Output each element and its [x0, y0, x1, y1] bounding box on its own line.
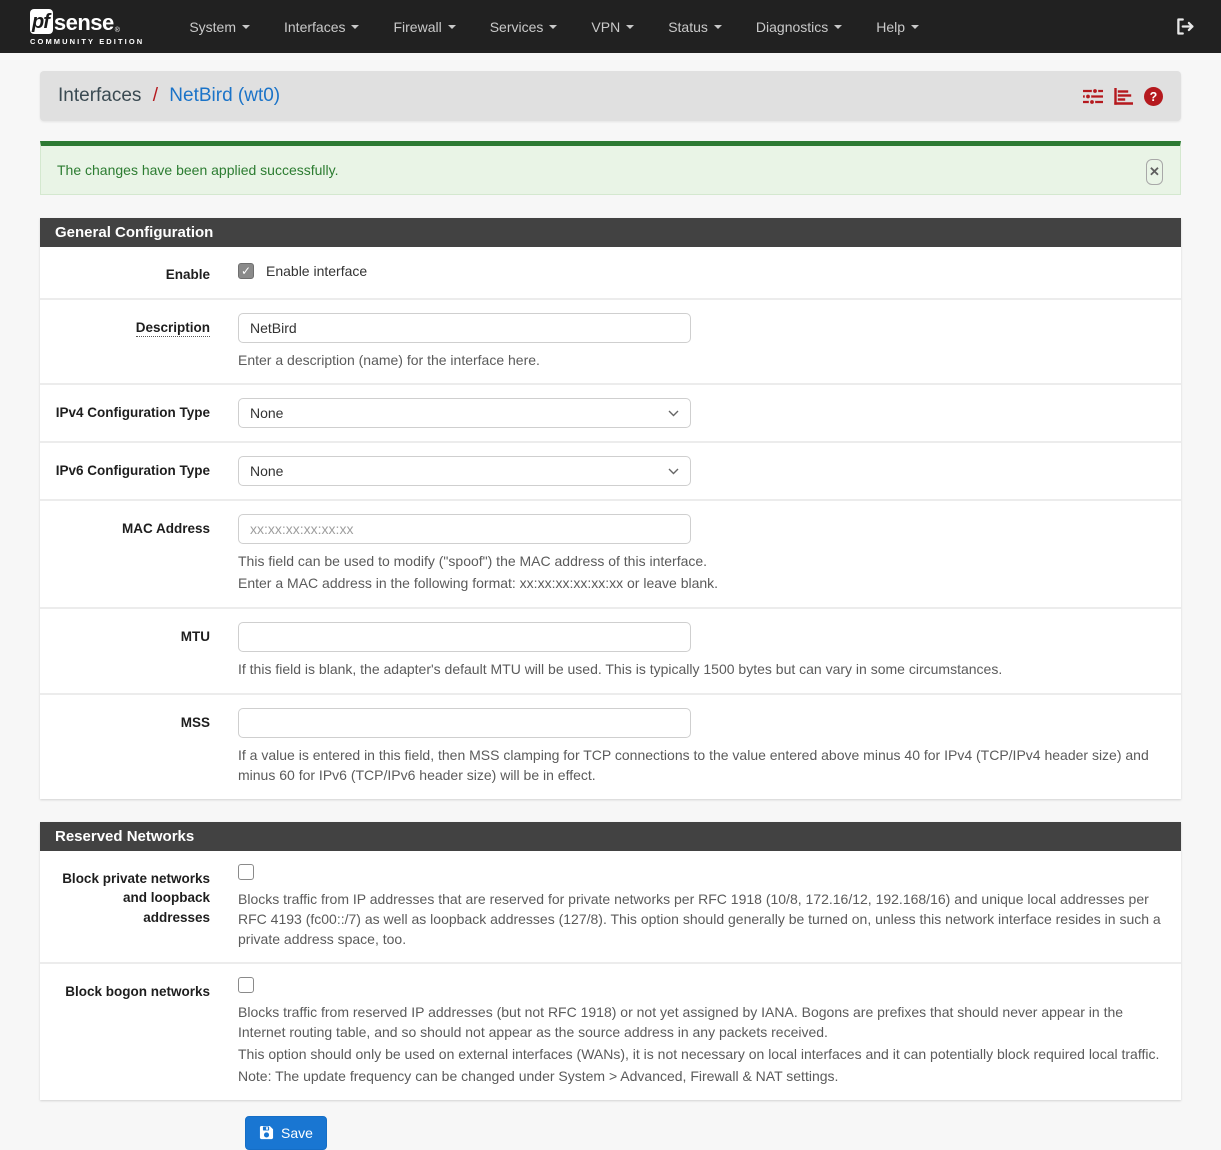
sliders-icon[interactable] [1083, 88, 1103, 105]
enable-label: Enable [165, 267, 210, 282]
mss-input[interactable] [238, 708, 691, 738]
reserved-networks-heading: Reserved Networks [40, 822, 1181, 851]
menu-label: VPN [591, 18, 621, 35]
menu-item-vpn[interactable] [574, 9, 651, 45]
menu-item-services[interactable] [473, 9, 575, 45]
ipv4-configuration-type-select[interactable] [238, 398, 691, 428]
block-bogon-networks-help-text-2: This option should only be used on external interfaces (WANs), it is not necessary on local interfaces and it can potentially block required local traffic. [238, 1046, 1160, 1063]
block-bogon-networks-label: Block bogon networks [65, 984, 210, 1000]
enable-row [40, 247, 1181, 298]
menu-item-interfaces[interactable] [267, 9, 376, 45]
community-edition-label: COMMUNITY EDITION [30, 37, 145, 46]
main-menu [172, 9, 936, 45]
caret-down-icon [626, 25, 634, 29]
menu-label: Diagnostics [755, 18, 829, 35]
description-label: Description [135, 319, 210, 335]
status-chart-icon[interactable] [1114, 88, 1133, 105]
ipv4-selected-value: None [250, 405, 284, 422]
sign-out-icon[interactable] [1170, 12, 1199, 41]
registered-mark: ® [114, 27, 120, 34]
ipv6-configuration-type-row [40, 441, 1181, 499]
block-private-networks-checkbox[interactable] [238, 864, 254, 880]
mac-address-input[interactable] [238, 514, 691, 544]
menu-label: Interfaces [284, 18, 346, 35]
description-help-text: Enter a description (name) for the interface here. [238, 351, 540, 368]
save-button-label: Save [281, 1124, 313, 1141]
block-private-networks-help-text: Blocks traffic from IP addresses that are reserved for private networks per RFC 1918 (10/8, 172.16/12, 192.168/16) and unique local addresses per RFC 4193 (fc00::/7) as well as loopback addresses (127/8). This option should generally be turned on, unless this network interface resides in such a private address space, too. [238, 890, 1161, 947]
block-bogon-networks-help-text-1: Blocks traffic from reserved IP addresses (but not RFC 1918) or not yet assigned by IANA. Bogons are prefixes that should never appear in the Internet routing table, and so should not appear as the source address in any packets received. [238, 1004, 1124, 1041]
chevron-down-icon [668, 468, 679, 475]
floppy-disk-icon [259, 1125, 274, 1140]
ipv6-selected-value: None [250, 463, 284, 480]
caret-down-icon [549, 25, 557, 29]
enable-interface-checkbox-label: Enable interface [266, 263, 368, 279]
block-bogon-networks-help-text-3: Note: The update frequency can be changed under System > Advanced, Firewall & NAT settings. [238, 1068, 839, 1085]
success-alert [40, 141, 1181, 195]
menu-label: Status [668, 18, 708, 35]
menu-item-status[interactable] [651, 9, 739, 45]
menu-item-system[interactable] [172, 9, 267, 45]
page-title [58, 85, 280, 107]
block-bogon-networks-checkbox[interactable] [238, 977, 254, 993]
menu-item-help[interactable] [859, 9, 936, 45]
mss-row [40, 693, 1181, 799]
description-input[interactable] [238, 313, 691, 343]
help-circle-icon[interactable] [1144, 87, 1163, 106]
menu-label: System [189, 18, 236, 35]
caret-down-icon [834, 25, 842, 29]
mac-address-label: MAC Address [121, 521, 210, 537]
success-alert-message: The changes have been applied successfully. [57, 162, 339, 178]
ipv4-configuration-type-label: IPv4 Configuration Type [55, 405, 210, 421]
caret-down-icon [448, 25, 456, 29]
block-private-networks-row [40, 851, 1181, 963]
menu-label: Help [876, 18, 906, 35]
breadcrumb-separator: / [152, 85, 158, 106]
general-configuration-heading: General Configuration [40, 218, 1181, 247]
caret-down-icon [911, 25, 919, 29]
save-button[interactable] [245, 1116, 327, 1150]
mac-address-row [40, 499, 1181, 607]
enable-interface-checkbox[interactable]: ✓ [238, 263, 254, 279]
block-bogon-networks-row [40, 962, 1181, 1100]
mss-help-text: If a value is entered in this field, then MSS clamping for TCP connections to the value entered above minus 40 for IPv4 (TCP/IPv4 header size) and minus 60 for IPv6 (TCP/IPv6 header size) will be in effect. [238, 747, 1149, 783]
reserved-networks-panel [40, 822, 1181, 1100]
menu-item-diagnostics[interactable] [739, 9, 859, 45]
mtu-row [40, 607, 1181, 693]
svg-text:?: ? [1149, 89, 1158, 104]
pfsense-logo-sense: sense [53, 10, 114, 35]
pfsense-logo-pf: pf [30, 9, 53, 34]
chevron-down-icon [668, 410, 679, 417]
pfsense-logo-row [30, 9, 144, 34]
mss-label: MSS [180, 715, 210, 731]
top-navbar [0, 0, 1221, 53]
mtu-input[interactable] [238, 622, 691, 652]
ipv4-configuration-type-row [40, 383, 1181, 441]
breadcrumb-page-link[interactable]: NetBird (wt0) [169, 85, 281, 106]
close-icon[interactable]: ✕ [1146, 159, 1163, 185]
menu-item-firewall[interactable] [376, 9, 472, 45]
mac-address-help-text-2: Enter a MAC address in the following format: xx:xx:xx:xx:xx:xx or leave blank. [238, 575, 719, 592]
breadcrumb [40, 71, 1181, 121]
description-row [40, 298, 1181, 384]
caret-down-icon [242, 25, 250, 29]
caret-down-icon [714, 25, 722, 29]
mtu-label: MTU [180, 629, 210, 645]
menu-label: Firewall [393, 18, 442, 35]
ipv6-configuration-type-select[interactable] [238, 456, 691, 486]
block-private-networks-label: Block private networks and loopback addresses [62, 870, 210, 925]
caret-down-icon [351, 25, 359, 29]
mtu-help-text: If this field is blank, the adapter's default MTU will be used. This is typically 1500 bytes but can vary in some circumstances. [238, 661, 1003, 678]
menu-label: Services [489, 18, 544, 35]
ipv6-configuration-type-label: IPv6 Configuration Type [55, 463, 210, 479]
breadcrumb-section: Interfaces [58, 85, 142, 106]
mac-address-help-text-1: This field can be used to modify ("spoof") the MAC address of this interface. [238, 553, 708, 570]
general-configuration-panel [40, 218, 1181, 799]
pfsense-logo[interactable] [30, 9, 144, 46]
